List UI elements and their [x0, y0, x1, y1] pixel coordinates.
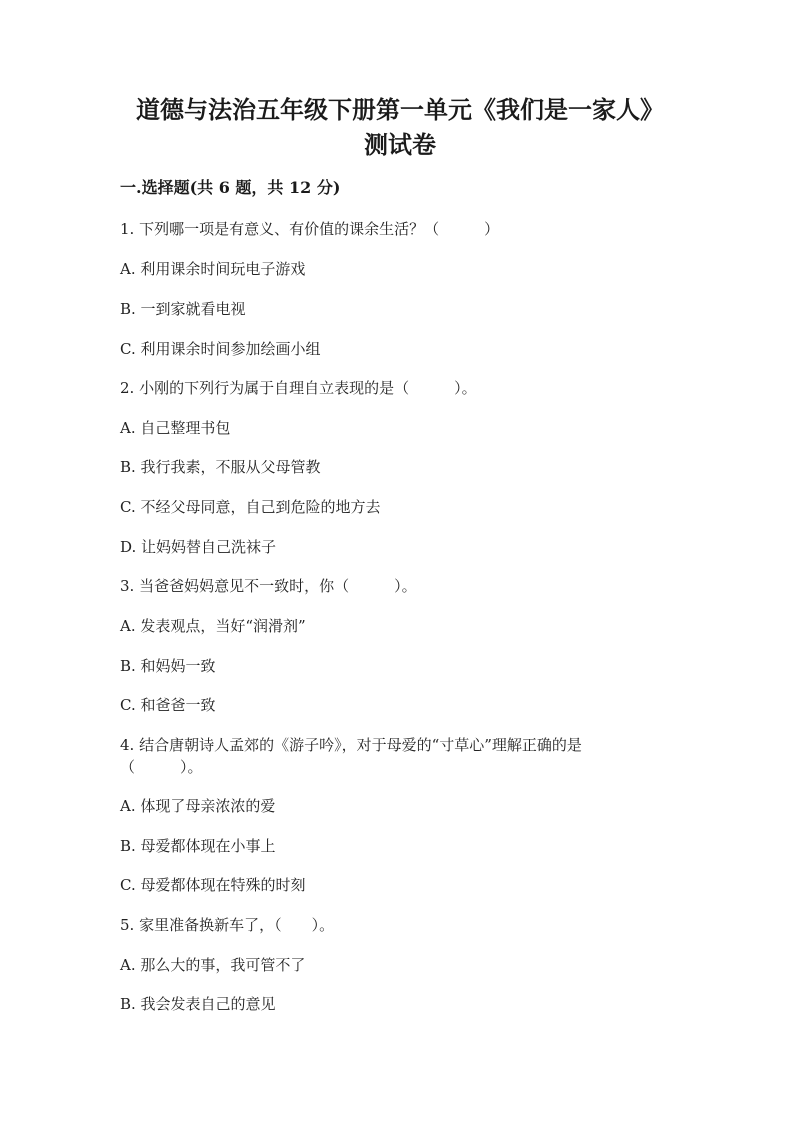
question-4-option-a: A. 体现了母亲浓浓的爱 — [120, 797, 276, 815]
question-1-stem: 1. 下列哪一项是有意义、有价值的课余生活？（ ） — [120, 220, 500, 238]
question-2-option-a: A. 自己整理书包 — [120, 419, 231, 437]
question-3-option-c: C. 和爸爸一致 — [120, 696, 216, 714]
question-1-option-a: A. 利用课余时间玩电子游戏 — [120, 260, 306, 278]
question-1-option-b: B. 一到家就看电视 — [120, 300, 246, 318]
question-4-stem: 4. 结合唐朝诗人孟郊的《游子吟》，对于母爱的“寸草心”理解正确的是 — [120, 736, 582, 754]
question-3-option-a: A. 发表观点，当好“润滑剂” — [120, 617, 306, 635]
question-3-option-b: B. 和妈妈一致 — [120, 657, 216, 675]
question-4-stem-continued: （ ）。 — [120, 758, 203, 776]
exam-title-line2: 测试卷 — [364, 130, 436, 159]
question-2-stem: 2. 小刚的下列行为属于自理自立表现的是（ ）。 — [120, 379, 477, 397]
question-5-option-b: B. 我会发表自己的意见 — [120, 995, 276, 1013]
question-5-stem: 5. 家里准备换新车了，（ ）。 — [120, 916, 335, 934]
exam-title: 道德与法治五年级下册第一单元《我们是一家人》 — [136, 95, 664, 124]
question-2-option-d: D. 让妈妈替自己洗袜子 — [120, 538, 277, 556]
question-3-stem: 3. 当爸爸妈妈意见不一致时，你（ ）。 — [120, 577, 417, 595]
question-2-option-b: B. 我行我素，不服从父母管教 — [120, 458, 321, 476]
question-4-option-b: B. 母爱都体现在小事上 — [120, 837, 276, 855]
question-4-option-c: C. 母爱都体现在特殊的时刻 — [120, 876, 306, 894]
question-2-option-c: C. 不经父母同意，自己到危险的地方去 — [120, 498, 381, 516]
question-5-option-a: A. 那么大的事，我可管不了 — [120, 956, 306, 974]
question-1-option-c: C. 利用课余时间参加绘画小组 — [120, 340, 321, 358]
section-heading: 一.选择题(共 6 题，共 12 分) — [120, 178, 341, 197]
